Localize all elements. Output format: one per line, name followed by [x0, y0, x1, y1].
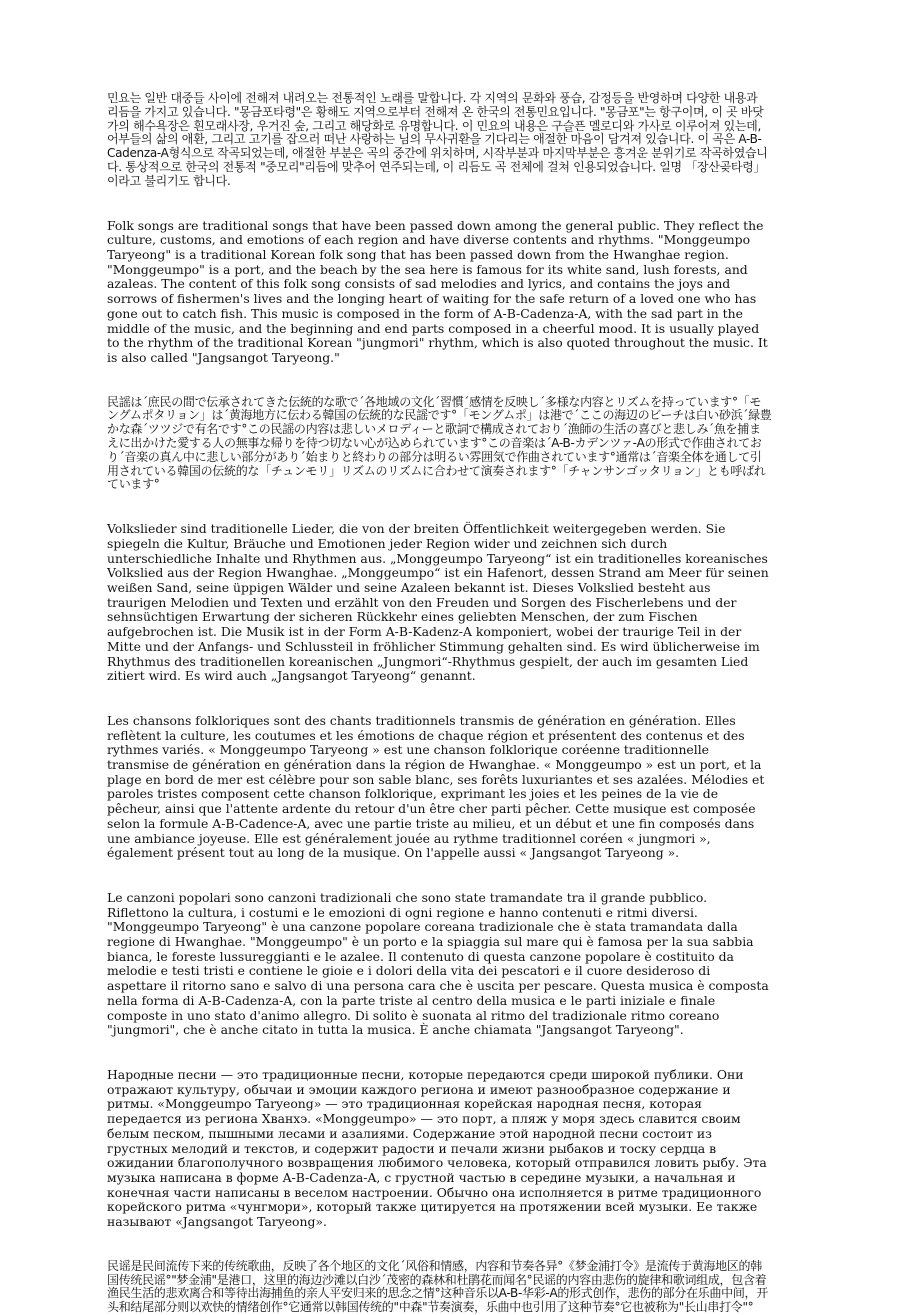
- paragraph-italian: Le canzoni popolari sono canzoni tradizionali che sono state tramandate tra il grande pubblico. Riflettono la cultura, i costumi e le emozioni di ogni regione e hanno contenuti e ritmi diversi. "Monggeumpo Taryeong" è una canzone popolare coreana tradizionale che è stata tramandata dalla regione di Hwanghae. "Monggeumpo" è un porto e la spiaggia sul mare qui è famosa per la sua sabbia bianca, le foreste lussureggianti e le azalee. Il contenuto di questa canzone popolare è costituito da melodie e testi tristi e contiene le gioie e i dolori della vita dei pescatori e il cuore desideroso di aspettare il ritorno sano e salvo di una persona cara che è uscita per pescare. Questa musica è composta nella forma di A-B-Cadenza-A, con la parte triste al centro della musica e le parti iniziale e finale composte in uno stato d'animo allegro. Di solito è suonata al ritmo del tradizionale ritmo coreano "jungmori", che è anche citato in tutta la musica. È anche chiamata "Jangsangot Taryeong".: [107, 889, 769, 1038]
- paragraph-chinese: 民谣是民间流传下来的传统歌曲，反映了各个地区的文化´风俗和情感，内容和节奏各异°《梦金浦打令》是流传于黄海地区的韩国传统民谣°"梦金浦"是港口，这里的海边沙滩以白沙´茂密的森林和杜鹃花而闻名°民谣的内容由悲伤的旋律和歌词组成，包含着渔民生活的悲欢离合和等待出海捕鱼的亲人平安归来的思念之情°这种音乐以A-B-华彩-A的形式创作，悲伤的部分在乐曲中间，开头和结尾部分则以欢快的情绪创作°它通常以韩国传统的"中森"节奏演奏，乐曲中也引用了这种节奏°它也被称为"长山串打令"°: [107, 1258, 768, 1315]
- paragraph-korean: 민요는 일반 대중들 사이에 전해져 내려오는 전통적인 노래를 말합니다. 각 지역의 문화와 풍습, 감정등을 반영하며 다양한 내용과 리듬을 가지고 있습니다. "몽금포타령"은 황해도 지역으로부터 전해져 온 한국의 전통민요입니다. "몽금포"는 항구이며, 이 곳 바닷가의 해수욕장은 흰모래사장, 우거진 숲, 그리고 해당화로 유명합니다. 이 민요의 내용은 구슬픈 멜로디와 가사로 이루어져 있는데, 어부들의 삶의 애환, 그리고 고기를 잡으러 떠난 사랑하는 님의 무사귀환을 기다리는 애절한 마음이 담겨져 있습니다. 이 곡은 A-B-Cadenza-A형식으로 작곡되었는데, 애절한 부분은 곡의 중간에 위치하며, 시작부분과 마지막부분은 흥겨운 분위기로 작곡하였습니다. 통상적으로 한국의 전통적 "중모리"리듬에 맞추어 연주되는데, 이 리듬도 곡 전체에 걸쳐 인용되었습니다. 일명 「장산곶타령」이라고 불리기도 합니다.: [107, 91, 768, 188]
- paragraph-russian: Народные песни — это традиционные песни, которые передаются среди широкой публики. Они отражают культуру, обычаи и эмоции каждого региона и имеют разнообразное содержание и ритмы. «Monggeumpo Taryeong» — это традиционная корейская народная песня, которая передается из региона Хванхэ. «Monggeumpo» — это порт, а пляж у моря здесь славится своим белым песком, пышными лесами и азалиями. Содержание этой народной песни состоит из грустных мелодий и текстов, и содержит радости и печали жизни рыбаков и тоску сердца в ожидании благополучного возвращения любимого человека, который отправился ловить рыбу. Эта музыка написана в форме A-B-Cadenza-A, с грустной частью в середине музыки, а начальная и конечная части написаны в веселом настроении. Обычно она исполняется в ритме традиционного корейского ритма «чунгмори», который также цитируется на протяжении всей музыки. Ее также называют «Jangsangot Taryeong».: [107, 1066, 767, 1230]
- paragraph-french: Les chansons folkloriques sont des chants traditionnels transmis de génération en génération. Elles reflètent la culture, les coutumes et les émotions de chaque région et présentent des contenus et des rythmes variés. « Monggeumpo Taryeong » est une chanson folklorique coréenne traditionnelle transmise de génération en génération dans la région de Hwanghae. « Monggeumpo » est un port, et la plage en bord de mer est célèbre pour son sable blanc, ses forêts luxuriantes et ses azalées. Mélodies et paroles tristes composent cette chanson folklorique, exprimant les joies et les peines de la vie de pêcheur, ainsi que l'attente ardente du retour d'un être cher parti pêcher. Cette musique est composée selon la formule A-B-Cadence-A, avec une partie triste au milieu, et un début et une fin composés dans une ambiance joyeuse. Elle est généralement jouée au rythme traditionnel coréen « jungmori », également présent tout au long de la musique. On l'appelle aussi « Jangsangot Taryeong ».: [107, 712, 765, 861]
- paragraph-english: Folk songs are traditional songs that have been passed down among the general public. They reflect the culture, customs, and emotions of each region and have diverse contents and rhythms. "Monggeumpo Taryeong" is a traditional Korean folk song that has been passed down from the Hwanghae region. "Monggeumpo" is a port, and the beach by the sea here is famous for its white sand, lush forests, and azaleas. The content of this folk song consists of sad melodies and lyrics, and contains the joys and sorrows of fishermen's lives and the longing heart of waiting for the safe return of a loved one who has gone out to catch fish. This music is composed in the form of A-B-Cadenza-A, with the sad part in the middle of the music, and the beginning and end parts composed in a cheerful mood. It is usually played to the rhythm of the traditional Korean "jungmori" rhythm, which is also quoted throughout the music. It is also called "Jangsangot Taryeong.": [107, 217, 768, 365]
- paragraph-german: Volkslieder sind traditionelle Lieder, die von der breiten Öffentlichkeit weitergegeben werden. Sie spiegeln die Kultur, Bräuche und Emotionen jeder Region wider und zeichnen sich durch unterschiedliche Inhalte und Rhythmen aus. „Monggeumpo Taryeong“ ist ein traditionelles koreanisches Volkslied aus der Region Hwanghae. „Monggeumpo“ ist ein Hafenort, dessen Strand am Meer für seinen weißen Sand, seine üppigen Wälder und seine Azaleen bekannt ist. Dieses Volkslied besteht aus traurigen Melodien und Texten und erzählt von den Freuden und Sorgen des Fischerlebens und der sehnsüchtigen Erwartung der sicheren Rückkehr eines geliebten Menschen, der zum Fischen aufgebrochen ist. Die Musik ist in der Form A-B-Kadenz-A komponiert, wobei der traurige Teil in der Mitte und der Anfangs- und Schlussteil in fröhlicher Stimmung gehalten sind. Es wird üblicherweise im Rhythmus des traditionellen koreanischen „Jungmori“-Rhythmus gespielt, der auch im gesamten Lied zitiert wird. Es wird auch „Jangsangot Taryeong“ genannt.: [107, 521, 769, 684]
- paragraph-japanese: 民謡は´庶民の間で伝承されてきた伝統的な歌で´各地域の文化´習慣´感情を反映し´多様な内容とリズムを持っています°「モングムポタリョン」は´黄海地方に伝わる韓国の伝統的な民謡です°「モングムポ」は港で´ここの海辺のビーチは白い砂浜´緑豊かな森´ツツジで有名です°この民謡の内容は悲しいメロディーと歌詞で構成されており´漁師の生活の喜びと悲しみ´魚を捕まえに出かけた愛する人の無事な帰りを待つ切ない心が込められています°この音楽は´A-B-カデンツァ-Aの形式で作曲されており´音楽の真ん中に悲しい部分があり´始まりと終わりの部分は明るい雰囲気で作曲されています°通常は´音楽全体を通して引用されている韓国の伝統的な「チュンモリ」リズムのリズムに合わせて演奏されます°「チャンサンゴッタリョン」とも呼ばれています°: [107, 394, 772, 492]
